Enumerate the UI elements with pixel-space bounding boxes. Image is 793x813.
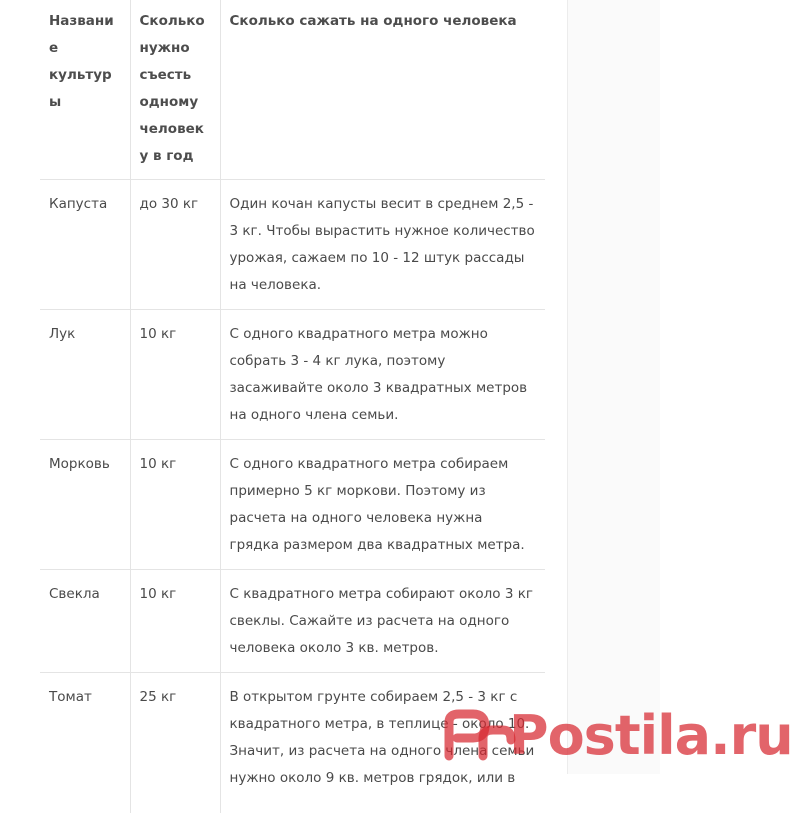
table-row xyxy=(40,440,545,570)
crop-name-cell: Томат xyxy=(40,673,130,813)
yearly-amount-cell: 10 кг xyxy=(130,440,220,570)
watermark-text: Postila.ru xyxy=(509,704,793,767)
page-right-gutter xyxy=(568,0,660,774)
planting-note-cell: С квадратного метра собирают около 3 кг свеклы. Сажайте из расчета на одного человека около 3 кв. метров. xyxy=(220,570,545,673)
table-row xyxy=(40,180,545,310)
header-crop-name: Название культуры xyxy=(49,13,114,110)
planting-note-cell: Один кочан капусты весит в среднем 2,5 - 3 кг. Чтобы вырастить нужное количество урожая, сажаем по 10 - 12 штук рассады на человека. xyxy=(220,180,545,310)
header-yearly-amount: Сколько нужно съесть одному человеку в год xyxy=(130,0,220,180)
yearly-amount-cell: до 30 кг xyxy=(130,180,220,310)
yearly-amount-cell: 10 кг xyxy=(130,570,220,673)
table-header-row xyxy=(40,0,545,180)
crop-name-cell: Капуста xyxy=(40,180,130,310)
crop-name-cell: Лук xyxy=(40,310,130,440)
crop-name-cell: Свекла xyxy=(40,570,130,673)
planting-note-cell: В открытом грунте собираем 2,5 - 3 кг с квадратного метра, в теплице - около 10. Значит, из расчета на одного члена семьи нужно около 9 кв. метров грядок, или в xyxy=(220,673,545,813)
planting-note-cell: С одного квадратного метра собираем примерно 5 кг моркови. Поэтому из расчета на одного человека нужна грядка размером два квадратных метра. xyxy=(220,440,545,570)
crop-planting-table xyxy=(40,0,545,813)
table-row xyxy=(40,673,545,813)
yearly-amount-cell: 25 кг xyxy=(130,673,220,813)
planting-note-cell: С одного квадратного метра можно собрать 3 - 4 кг лука, поэтому засаживайте около 3 квадратных метров на одного члена семьи. xyxy=(220,310,545,440)
yearly-amount-cell: 10 кг xyxy=(130,310,220,440)
table-row xyxy=(40,310,545,440)
table-row xyxy=(40,570,545,673)
crop-name-cell: Морковь xyxy=(40,440,130,570)
header-planting-per-person: Сколько сажать на одного человека xyxy=(220,0,545,180)
